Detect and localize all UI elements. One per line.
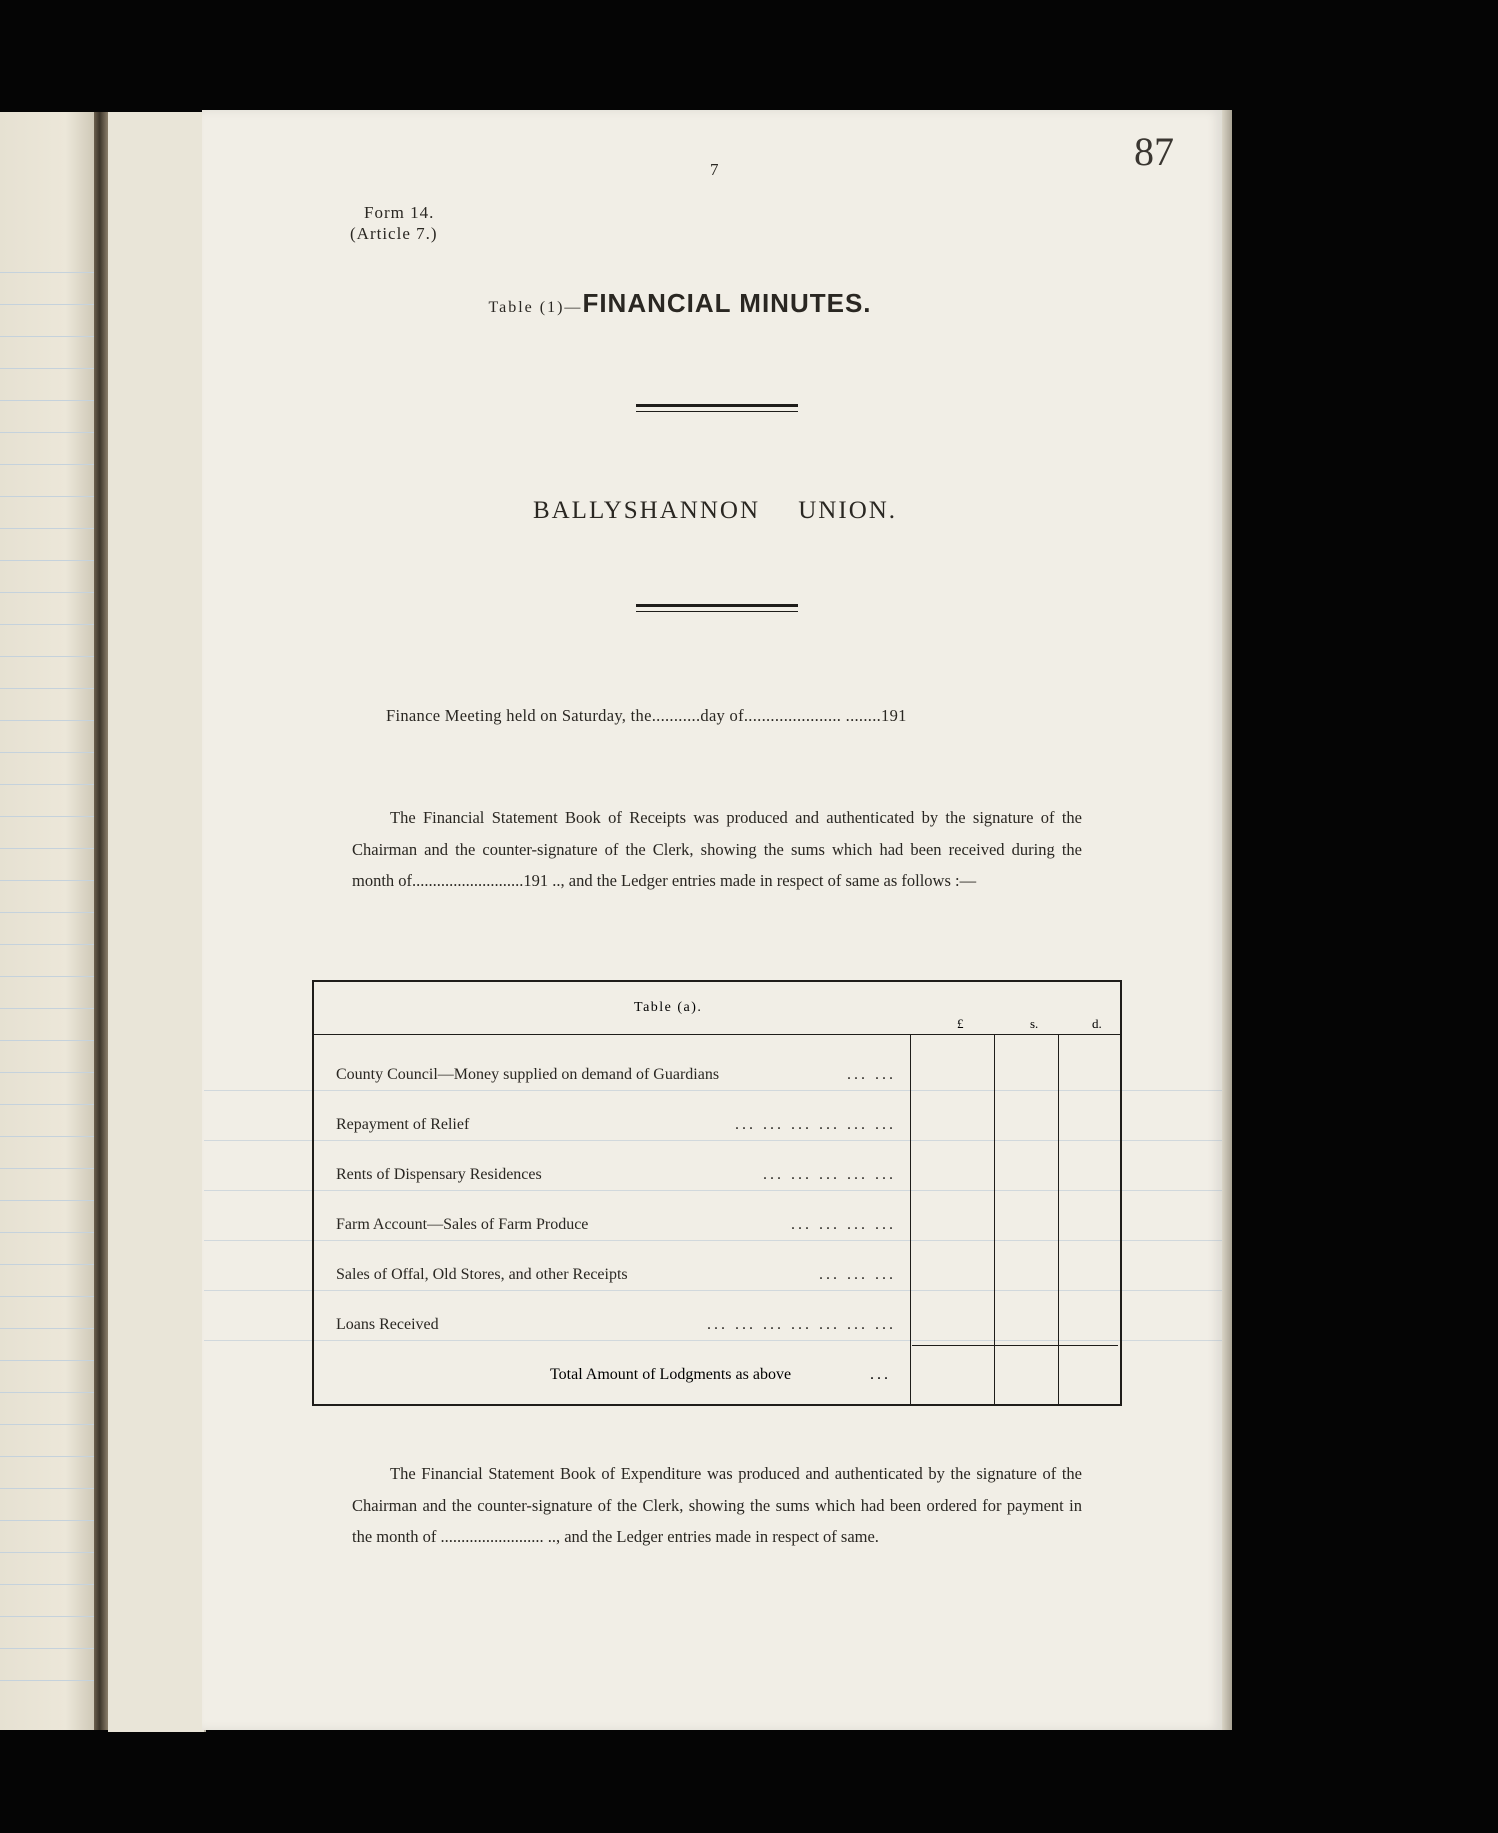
table-heading: FINANCIAL MINUTES. [582,288,872,318]
row-dots: ... ... ... [819,1266,896,1283]
expenditure-paragraph-text: The Financial Statement Book of Expenditure was produced and authenticated by the signature of the Chairman and the counter-signature of the Clerk, showing the sums which had been ordered for payment in the month of ......................... .., and the Ledger entries made in respect of same. [352,1464,1082,1546]
ledger-row [336,1316,896,1334]
row-label: Loans Received [336,1316,439,1333]
row-dots: ... ... ... ... ... ... [735,1116,896,1133]
ledger-table [312,980,1122,1406]
ledger-table-title: Table (a). [634,1000,703,1015]
page-number: 7 [710,160,719,179]
article-reference: (Article 7.) [350,224,438,243]
total-dots: ... [870,1366,891,1383]
double-rule-top [636,404,798,412]
row-dots: ... ... ... ... [791,1216,896,1233]
ledger-row [336,1066,896,1084]
receipts-paragraph-text: The Financial Statement Book of Receipts was produced and authenticated by the signature of the Chairman and the counter-signature of the Clerk, showing the sums which had been received during the month of...........................191 .., and the Ledger entries made in respect of same as follows :— [352,808,1082,890]
ledger-row [336,1166,896,1184]
row-label: Farm Account—Sales of Farm Produce [336,1216,589,1233]
row-label: County Council—Money supplied on demand of Guardians [336,1066,720,1083]
left-page [0,112,94,1730]
ledger-row [336,1216,896,1234]
underlying-page-edge [108,112,206,1732]
row-dots: ... ... ... ... ... [763,1166,896,1183]
column-pounds: £ [957,1016,964,1031]
expenditure-paragraph [352,1458,1082,1553]
union-name: BALLYSHANNON UNION. [532,497,898,524]
row-label: Rents of Dispensary Residences [336,1166,542,1183]
form-number: Form 14. [364,203,435,222]
column-pence: d. [1092,1016,1102,1031]
page-edge [1222,110,1232,1730]
row-label: Repayment of Relief [336,1116,470,1133]
total-label: Total Amount of Lodgments as above [550,1366,792,1383]
ledger-row [336,1266,896,1284]
meeting-line: Finance Meeting held on Saturday, the...........day of...................... ........191 [386,706,907,725]
row-label: Sales of Offal, Old Stores, and other Receipts [336,1266,628,1283]
row-dots: ... ... [847,1066,896,1083]
receipts-paragraph [352,802,1082,897]
table-title [420,288,940,319]
double-rule-bottom [636,604,798,612]
book-gutter [94,112,108,1730]
ledger-row [336,1116,896,1134]
table-prefix: Table (1)— [488,299,583,316]
folio-number: 87 [1134,129,1174,174]
row-dots: ... ... ... ... ... ... ... [707,1316,896,1333]
column-shillings: s. [1030,1016,1039,1031]
